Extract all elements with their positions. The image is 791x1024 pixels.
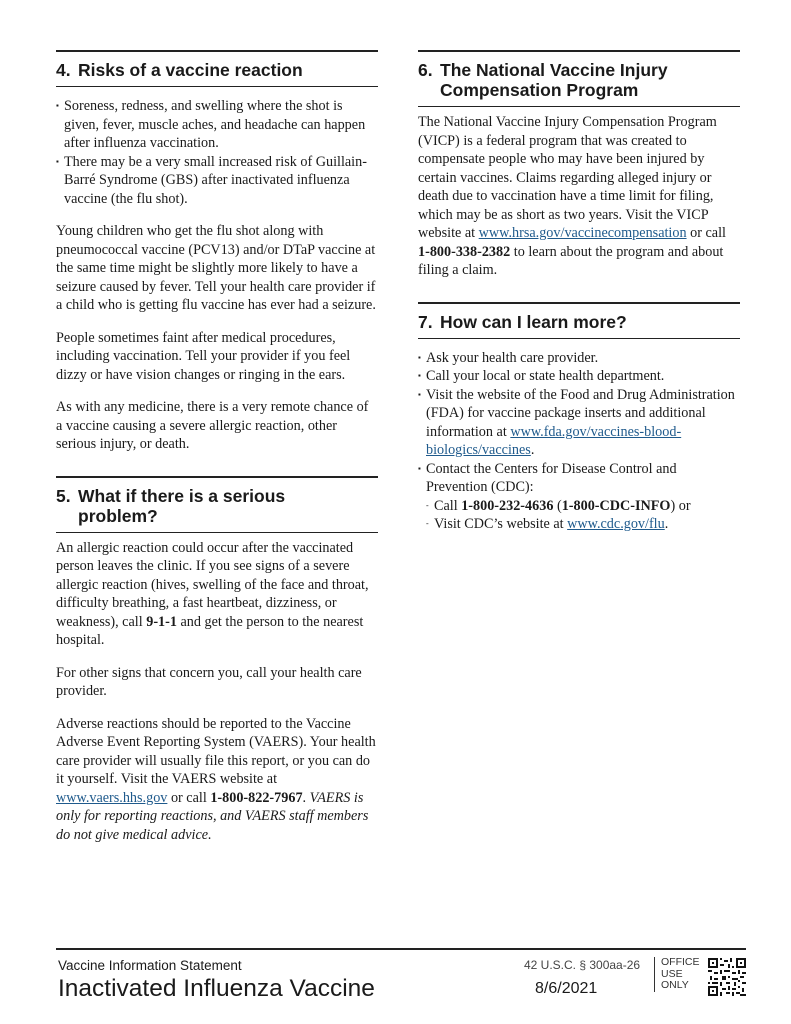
cdc-link[interactable]: www.cdc.gov/flu <box>567 516 665 532</box>
left-column <box>56 50 378 866</box>
vaers-phone: 1-800-822-7967 <box>210 789 303 806</box>
office-use-only: OFFICE USE ONLY <box>654 957 700 992</box>
section-5-heading: 5. What if there is a serious problem? <box>56 478 378 533</box>
section-4 <box>56 50 378 454</box>
section-5-paragraph: Adverse reactions should be reported to the Vaccine Adverse Event Reporting System (VAERS). Your health care provider will usually file this report, or you can do it yourself. Visit the VAERS website at www.vaers.hhs.gov or call 1-800-822-7967. VAERS is only for reporting reactions, and VAERS staff members do not give medical advice. <box>56 715 376 843</box>
emergency-number: 9-1-1 <box>146 613 177 630</box>
section-5-paragraph: For other signs that concern you, call your health care provider. <box>56 664 362 699</box>
section-4-heading: 4. Risks of a vaccine reaction <box>56 52 378 87</box>
section-5-paragraph: An allergic reaction could occur after the vaccinated person leaves the clinic. If you see signs of a severe allergic reaction (hives, swelling of the face and throat, difficulty breathing, a fast heartbeat, dizziness, or weakness), call 9-1-1 and get the person to the nearest hospital. <box>56 539 369 648</box>
qr-code-icon <box>708 958 746 996</box>
footer-title: Inactivated Influenza Vaccine <box>58 975 375 1002</box>
list-item: ▪ There may be a very small increased risk of Guillain-Barré Syndrome (GBS) after inactivated influenza vaccine (the flu shot). <box>56 153 378 209</box>
cdc-phone: 1-800-232-4636 <box>461 497 554 514</box>
list-item: ▪ Visit the website of the Food and Drug Administration (FDA) for vaccine package inserts and additional information at www.fda.gov/vaccines-blood-biologics/vaccines. <box>418 386 740 460</box>
section-4-bullets <box>56 97 378 208</box>
vaers-link[interactable]: www.vaers.hhs.gov <box>56 789 168 806</box>
section-4-paragraph: As with any medicine, there is a very remote chance of a vaccine causing a severe allergic reaction, other serious injury, or death. <box>56 399 369 452</box>
list-item: ▪ Ask your health care provider. <box>418 349 740 368</box>
sub-list-item: - Call 1-800-232-4636 (1-800-CDC-INFO) or <box>426 497 740 516</box>
section-6-paragraph: The National Vaccine Injury Compensation Program (VICP) is a federal program that was created to compensate people who may have been injured by certain vaccines. Claims regarding alleged injury or death due to vaccination have a time limit for filing, which may be as short as two years. Visit the VICP website at www.hrsa.gov/vaccinecompensation or call 1-800-338-2382 to learn about the program and about filing a claim. <box>418 114 726 278</box>
section-5 <box>56 476 378 845</box>
fda-link[interactable]: www.fda.gov/vaccines-blood-biologics/vaccines <box>426 423 682 458</box>
section-7 <box>418 302 740 534</box>
document-date: 8/6/2021 <box>535 980 598 997</box>
section-5-title: What if there is a serious <box>78 485 286 506</box>
vicp-phone: 1-800-338-2382 <box>418 243 511 260</box>
vicp-link[interactable]: www.hrsa.gov/vaccinecompensation <box>478 225 687 241</box>
footer-label: Vaccine Information Statement <box>58 958 242 973</box>
right-column <box>418 50 740 556</box>
section-7-heading: 7. How can I learn more? <box>418 304 740 339</box>
section-6-heading: 6. The National Vaccine Injury Compensation Program <box>418 52 740 107</box>
section-4-title: Risks of a vaccine reaction <box>78 60 303 80</box>
section-6 <box>418 50 740 280</box>
list-item: ▪ Soreness, redness, and swelling where the shot is given, fever, muscle aches, and headache can happen after influenza vaccination. <box>56 97 378 153</box>
section-6-title: The National Vaccine Injury <box>440 60 668 80</box>
cdc-sublist <box>426 497 740 534</box>
sub-list-item: - Visit CDC’s website at www.cdc.gov/flu. <box>426 515 740 534</box>
list-item: ▪ Contact the Centers for Disease Control and Prevention (CDC): - Call 1-800-232-4636 (1-800-CDC-INFO) or - Visit CDC’s website at www.cdc.gov/flu. <box>418 460 740 534</box>
cdc-info-phone: 1-800-CDC-INFO <box>561 497 671 514</box>
section-7-bullets <box>418 349 740 534</box>
section-4-paragraph: Young children who get the flu shot along with pneumococcal vaccine (PCV13) and/or DTaP vaccine at the same time might be slightly more likely to have a seizure caused by fever. Tell your health care provider if a child who is getting flu vaccine has ever had a seizure. <box>56 223 376 313</box>
statute-reference: 42 U.S.C. § 300aa-26 <box>524 958 641 972</box>
list-item: ▪ Call your local or state health department. <box>418 367 740 386</box>
section-4-paragraph: People sometimes faint after medical procedures, including vaccination. Tell your provider if you feel dizzy or have vision changes or ringing in the ears. <box>56 329 351 383</box>
section-7-title: How can I learn more? <box>440 311 627 332</box>
footer <box>56 948 746 1010</box>
